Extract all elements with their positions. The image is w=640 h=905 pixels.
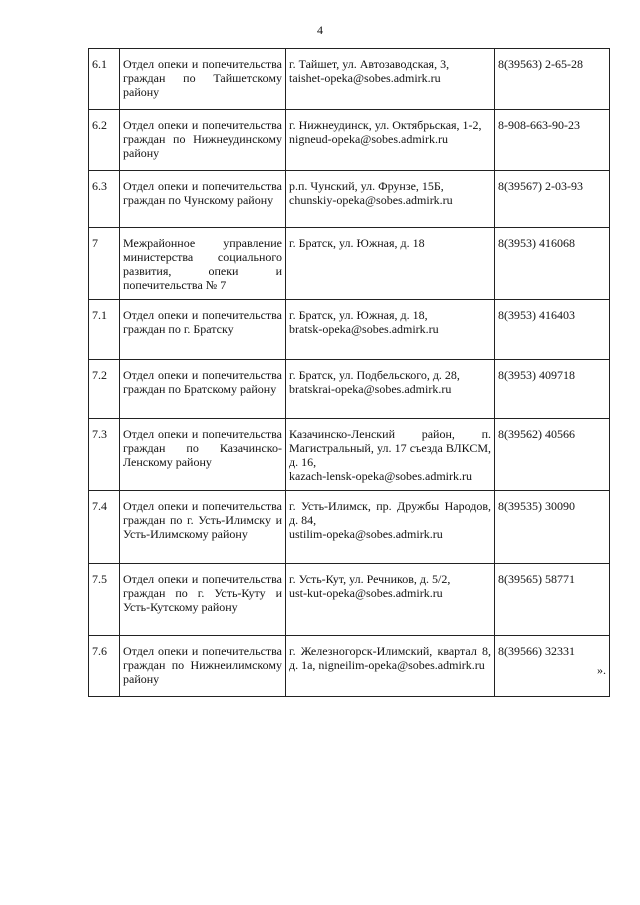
office-address: [286, 300, 495, 360]
table-row: [89, 419, 610, 491]
table-row: [89, 491, 610, 564]
row-number: 6.3: [89, 171, 120, 228]
table-row: [89, 360, 610, 419]
office-phone: 8(39535) 30090: [495, 491, 610, 564]
table-row: [89, 171, 610, 228]
table-row: [89, 49, 610, 110]
office-name: Отдел опеки и попечительства граждан по Нижнеилимскому району: [120, 636, 286, 697]
office-name: Отдел опеки и попечительства граждан по г. Усть-Илимску и Усть-Илимскому району: [120, 491, 286, 564]
office-phone: 8-908-663-90-23: [495, 110, 610, 171]
email-text: kazach-lensk-opeka@sobes.admirk.ru: [289, 469, 472, 483]
row-number: 6.2: [89, 110, 120, 171]
office-name: Отдел опеки и попечительства граждан по Тайшетскому району: [120, 49, 286, 110]
office-phone: 8(3953) 416403: [495, 300, 610, 360]
table-row: [89, 228, 610, 300]
email-text: ustilim-opeka@sobes.admirk.ru: [289, 527, 443, 541]
closing-quote-mark: ».: [597, 663, 606, 677]
office-phone: 8(39567) 2-03-93: [495, 171, 610, 228]
office-address: [286, 491, 495, 564]
row-number: 7.3: [89, 419, 120, 491]
address-text: г. Тайшет, ул. Автозаводская, 3,: [289, 57, 450, 71]
office-phone: 8(3953) 409718: [495, 360, 610, 419]
table-row: [89, 564, 610, 636]
office-address: [286, 360, 495, 419]
email-text: chunskiy-opeka@sobes.admirk.ru: [289, 193, 453, 207]
office-name: Отдел опеки и попечительства граждан по Нижнеудинскому району: [120, 110, 286, 171]
email-text: nigneud-opeka@sobes.admirk.ru: [289, 132, 449, 146]
address-text: г. Усть-Илимск, пр. Дружбы Народов, д. 84,: [289, 499, 491, 527]
row-number: 7.6: [89, 636, 120, 697]
row-number: 6.1: [89, 49, 120, 110]
row-number: 7: [89, 228, 120, 300]
address-text: р.п. Чунский, ул. Фрунзе, 15Б,: [289, 179, 444, 193]
address-text: г. Железногорск-Илимский, квартал 8, д. 1а, nigneilim-opeka@sobes.admirk.ru: [289, 644, 491, 672]
table-row: [89, 110, 610, 171]
office-name: Отдел опеки и попечительства граждан по г. Братску: [120, 300, 286, 360]
row-number: 7.2: [89, 360, 120, 419]
address-text: г. Братск, ул. Южная, д. 18: [289, 236, 425, 250]
office-name: Отдел опеки и попечительства граждан по Чунскому району: [120, 171, 286, 228]
office-address: [286, 49, 495, 110]
office-address: [286, 564, 495, 636]
row-number: 7.5: [89, 564, 120, 636]
office-phone: 8(39566) 32331: [495, 636, 610, 697]
office-phone: 8(39565) 58771: [495, 564, 610, 636]
address-text: г. Нижнеудинск, ул. Октябрьская, 1-2,: [289, 118, 482, 132]
email-text: bratskrai-opeka@sobes.admirk.ru: [289, 382, 452, 396]
office-name: Отдел опеки и попечительства граждан по Братскому району: [120, 360, 286, 419]
email-text: ust-kut-opeka@sobes.admirk.ru: [289, 586, 443, 600]
office-name: Отдел опеки и попечительства граждан по Казачинско-Ленскому району: [120, 419, 286, 491]
email-text: taishet-opeka@sobes.admirk.ru: [289, 71, 441, 85]
address-text: Казачинско-Ленский район, п. Магистральный, ул. 17 съезда ВЛКСМ, д. 16,: [289, 427, 491, 469]
office-address: [286, 110, 495, 171]
office-address: [286, 171, 495, 228]
row-number: 7.1: [89, 300, 120, 360]
guardianship-offices-table: [88, 48, 610, 697]
table-row: [89, 300, 610, 360]
office-address: [286, 636, 495, 697]
office-address: [286, 419, 495, 491]
office-phone: 8(3953) 416068: [495, 228, 610, 300]
page-number: 4: [317, 23, 323, 37]
office-name: Отдел опеки и попечительства граждан по г. Усть-Куту и Усть-Кутскому району: [120, 564, 286, 636]
address-text: г. Братск, ул. Южная, д. 18,: [289, 308, 428, 322]
table-row: [89, 636, 610, 697]
address-text: г. Усть-Кут, ул. Речников, д. 5/2,: [289, 572, 451, 586]
office-phone: 8(39563) 2-65-28: [495, 49, 610, 110]
address-text: г. Братск, ул. Подбельского, д. 28,: [289, 368, 460, 382]
row-number: 7.4: [89, 491, 120, 564]
office-name: Межрайонное управление министерства социального развития, опеки и попечительства № 7: [120, 228, 286, 300]
office-phone: 8(39562) 40566: [495, 419, 610, 491]
email-text: bratsk-opeka@sobes.admirk.ru: [289, 322, 439, 336]
office-address: [286, 228, 495, 300]
